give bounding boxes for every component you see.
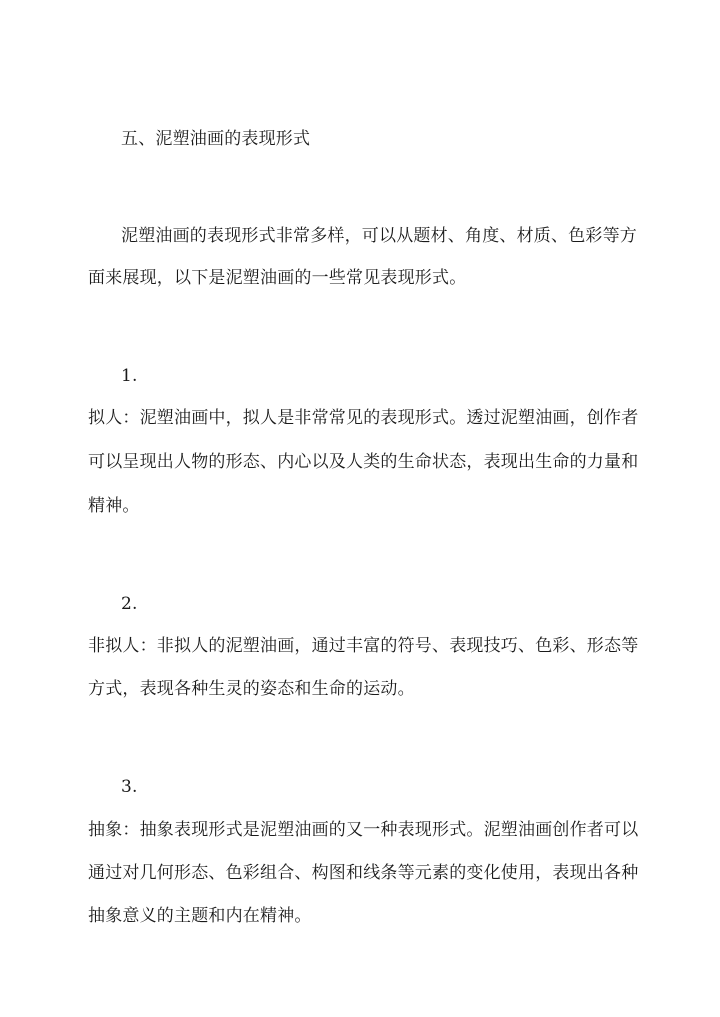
intro-line-2: 面来展现，以下是泥塑油画的一些常见表现形式。: [88, 268, 467, 288]
item-3-line-2: 通过对几何形态、色彩组合、构图和线条等元素的变化使用，表现出各种: [88, 863, 639, 883]
item-1-line-2: 可以呈现出人物的形态、内心以及人类的生命状态，表现出生命的力量和: [88, 452, 639, 472]
item-2-line-2: 方式，表现各种生灵的姿态和生命的运动。: [88, 679, 415, 699]
item-3-line-1: 抽象：抽象表现形式是泥塑油画的又一种表现形式。泥塑油画创作者可以: [88, 820, 639, 840]
item-1-line-3: 精神。: [88, 496, 140, 516]
item-1-number: 1.: [121, 366, 138, 386]
section-heading: 五、泥塑油画的表现形式: [121, 129, 311, 149]
item-3-line-3: 抽象意义的主题和内在精神。: [88, 906, 312, 926]
item-1-line-1: 拟人：泥塑油画中，拟人是非常常见的表现形式。透过泥塑油画，创作者: [88, 408, 639, 428]
item-2-line-1: 非拟人：非拟人的泥塑油画，通过丰富的符号、表现技巧、色彩、形态等: [88, 636, 639, 656]
item-2-number: 2.: [121, 594, 138, 614]
intro-line-1: 泥塑油画的表现形式非常多样，可以从题材、角度、材质、色彩等方: [121, 226, 637, 246]
item-3-number: 3.: [121, 777, 138, 797]
